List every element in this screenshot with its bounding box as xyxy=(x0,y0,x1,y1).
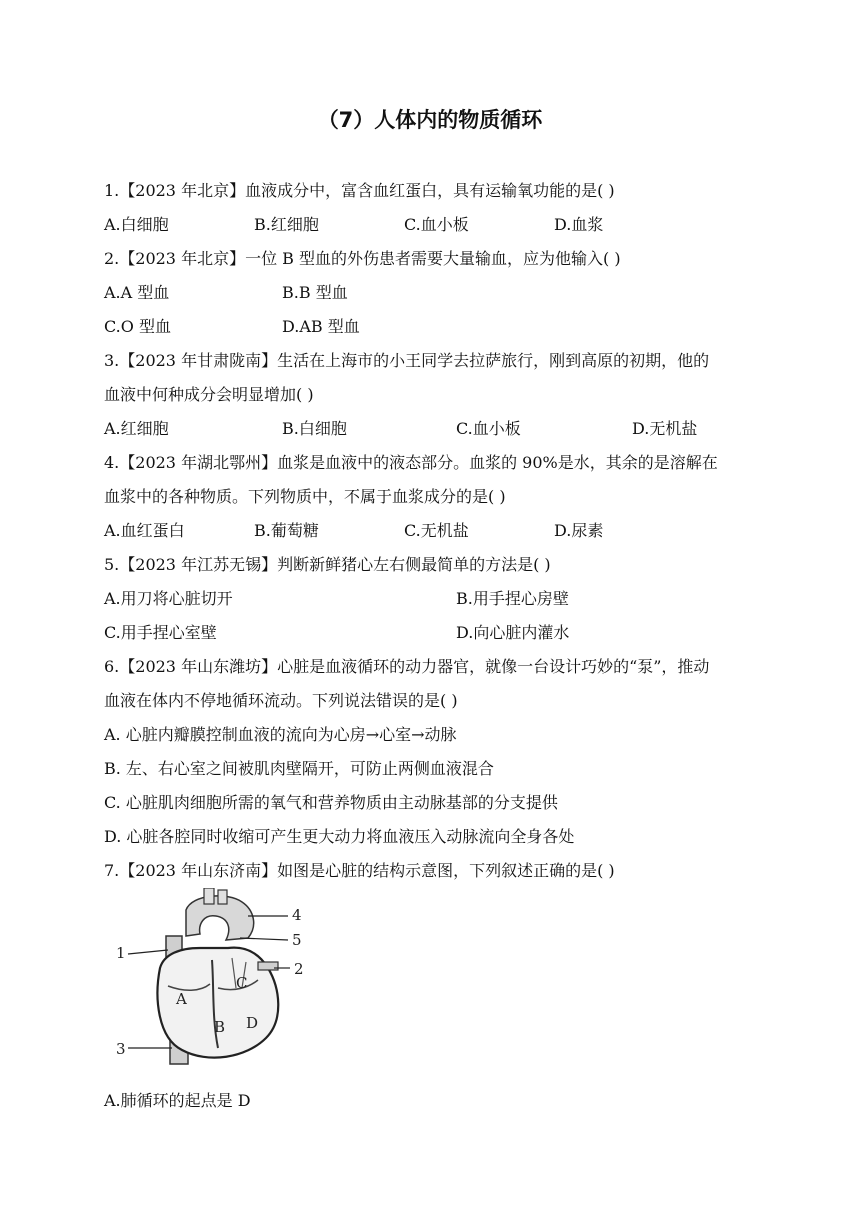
question-4-stem-line-2: 血浆中的各种物质。下列物质中，不属于血浆成分的是( ) xyxy=(104,487,506,506)
q4-option-d: D.尿素 xyxy=(554,521,604,540)
question-6-stem-line-1: 6.【2023 年山东潍坊】心脏是血液循环的动力器官，就像一台设计巧妙的“泵”，推动 xyxy=(104,657,710,676)
leader-line-5 xyxy=(240,938,288,940)
q2-option-d: D.AB 型血 xyxy=(282,317,360,336)
q7-option-a: A.肺循环的起点是 D xyxy=(104,1091,251,1110)
q5-option-b: B.用手捏心房壁 xyxy=(456,589,569,608)
leader-line-1 xyxy=(128,950,168,954)
q1-option-d: D.血浆 xyxy=(554,215,604,234)
q6-option-c: C. 心脏肌肉细胞所需的氧气和营养物质由主动脉基部的分支提供 xyxy=(104,793,558,812)
question-4-stem-line-1: 4.【2023 年湖北鄂州】血浆是血液中的液态部分。血浆的 90%是水，其余的是溶解在 xyxy=(104,453,718,472)
question-1-stem: 1.【2023 年北京】血液成分中，富含血红蛋白，具有运输氧功能的是( ) xyxy=(104,181,615,200)
aortic-branch-shape xyxy=(218,890,227,904)
q1-option-a: A.白细胞 xyxy=(104,215,169,234)
chamber-label-b: B xyxy=(214,1018,226,1036)
chamber-label-a: A xyxy=(176,990,187,1008)
heart-diagram-svg xyxy=(108,888,318,1068)
question-5-stem: 5.【2023 年江苏无锡】判断新鲜猪心左右侧最简单的方法是( ) xyxy=(104,555,551,574)
figure-label-4: 4 xyxy=(292,906,302,924)
q1-option-b: B.红细胞 xyxy=(254,215,319,234)
figure-label-3: 3 xyxy=(116,1040,126,1058)
q4-option-a: A.血红蛋白 xyxy=(104,521,185,540)
question-7-stem: 7.【2023 年山东济南】如图是心脏的结构示意图，下列叙述正确的是( ) xyxy=(104,861,615,880)
q6-option-d: D. 心脏各腔同时收缩可产生更大动力将血液压入动脉流向全身各处 xyxy=(104,827,575,846)
q4-option-c: C.无机盐 xyxy=(404,521,469,540)
question-6-stem-line-2: 血液在体内不停地循环流动。下列说法错误的是( ) xyxy=(104,691,458,710)
question-2-stem: 2.【2023 年北京】一位 B 型血的外伤患者需要大量输血，应为他输入( ) xyxy=(104,249,621,268)
heart-structure-diagram xyxy=(108,888,318,1072)
pulmonary-vein-shape xyxy=(258,962,278,970)
q3-option-a: A.红细胞 xyxy=(104,419,169,438)
q6-option-a: A. 心脏内瓣膜控制血液的流向为心房→心室→动脉 xyxy=(104,725,457,744)
question-3-stem-line-2: 血液中何种成分会明显增加( ) xyxy=(104,385,314,404)
q6-option-b: B. 左、右心室之间被肌肉壁隔开，可防止两侧血液混合 xyxy=(104,759,494,778)
figure-label-1: 1 xyxy=(116,944,126,962)
q3-option-c: C.血小板 xyxy=(456,419,521,438)
q3-option-d: D.无机盐 xyxy=(632,419,698,438)
figure-label-5: 5 xyxy=(292,931,302,949)
q4-option-b: B.葡萄糖 xyxy=(254,521,319,540)
page-title: （7）人体内的物质循环 xyxy=(317,108,543,132)
aortic-branch-shape xyxy=(204,888,214,904)
q2-option-c: C.O 型血 xyxy=(104,317,171,336)
q5-option-a: A.用刀将心脏切开 xyxy=(104,589,233,608)
figure-label-2: 2 xyxy=(294,960,304,978)
q2-option-b: B.B 型血 xyxy=(282,283,348,302)
q2-option-a: A.A 型血 xyxy=(104,283,170,302)
q5-option-d: D.向心脏内灌水 xyxy=(456,623,570,642)
question-3-stem-line-1: 3.【2023 年甘肃陇南】生活在上海市的小王同学去拉萨旅行，刚到高原的初期，他的 xyxy=(104,351,710,370)
chamber-label-c: C xyxy=(236,974,248,992)
q1-option-c: C.血小板 xyxy=(404,215,469,234)
q3-option-b: B.白细胞 xyxy=(282,419,347,438)
q5-option-c: C.用手捏心室壁 xyxy=(104,623,217,642)
chamber-label-d: D xyxy=(246,1014,259,1032)
